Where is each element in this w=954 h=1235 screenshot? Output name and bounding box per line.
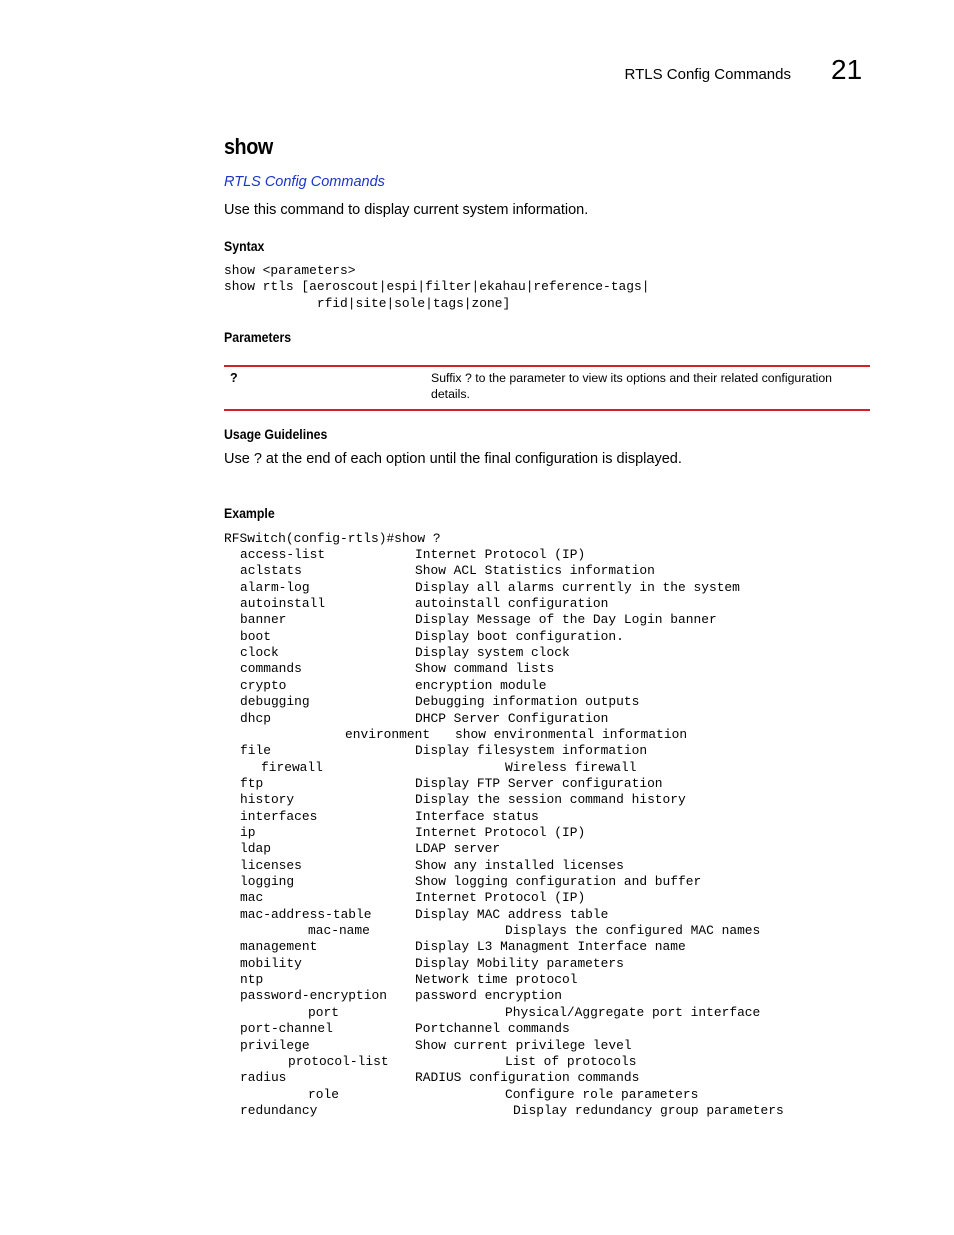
syntax-heading: Syntax (224, 238, 265, 254)
command-name: ip (240, 824, 256, 840)
command-description: Show current privilege level (415, 1037, 632, 1053)
header-section-title: RTLS Config Commands (624, 66, 791, 83)
command-description: Display Message of the Day Login banner (415, 612, 717, 628)
command-description: Display system clock (415, 645, 570, 661)
command-name: file (240, 743, 271, 759)
command-description: Wireless firewall (505, 759, 637, 775)
syntax-line: show rtls [aeroscout|espi|filter|ekahau|reference-tags| (224, 279, 650, 295)
command-description: password encryption (415, 988, 562, 1004)
command-name: debugging (240, 694, 310, 710)
command-description: DHCP Server Configuration (415, 710, 609, 726)
command-name: alarm-log (240, 579, 310, 595)
breadcrumb-link[interactable]: RTLS Config Commands (224, 174, 385, 190)
example-heading: Example (224, 505, 275, 521)
command-description: Display the session command history (415, 792, 686, 808)
command-description: Internet Protocol (IP) (415, 824, 586, 840)
command-description: Display L3 Managment Interface name (415, 939, 686, 955)
command-description: Show ACL Statistics information (415, 563, 655, 579)
syntax-line: rfid|site|sole|tags|zone] (224, 295, 511, 311)
command-name: dhcp (240, 710, 271, 726)
command-description: Display Mobility parameters (415, 955, 624, 971)
command-name: firewall (261, 759, 323, 775)
command-description: Physical/Aggregate port interface (505, 1004, 761, 1020)
syntax-line: show <parameters> (224, 263, 356, 278)
command-name: mac-name (308, 923, 370, 939)
command-name: history (240, 792, 295, 808)
command-name: banner (240, 612, 287, 628)
command-name: commands (240, 661, 302, 677)
command-description: Display boot configuration. (415, 628, 624, 644)
command-name: protocol-list (288, 1053, 389, 1069)
command-name: privilege (240, 1037, 310, 1053)
command-description: Displays the configured MAC names (505, 923, 761, 939)
command-description: Show command lists (415, 661, 555, 677)
command-description: Interface status (415, 808, 539, 824)
command-description: Internet Protocol (IP) (415, 890, 586, 906)
parameters-table (224, 365, 870, 411)
command-description: LDAP server (415, 841, 501, 857)
command-name: clock (240, 645, 279, 661)
command-name: ftp (240, 775, 264, 791)
command-description: Debugging information outputs (415, 694, 640, 710)
syntax-block (224, 263, 649, 312)
example-prompt: RFSwitch(config-rtls)#show ? (224, 531, 441, 546)
command-description: Display all alarms currently in the system (415, 579, 740, 595)
command-name: mac-address-table (240, 906, 372, 922)
command-description: show environmental information (455, 726, 688, 742)
command-name: role (308, 1086, 339, 1102)
chapter-number: 21 (831, 54, 863, 85)
parameter-description: Suffix ? to the parameter to view its options and their related configuration details. (431, 371, 833, 401)
command-description: Show logging configuration and buffer (415, 874, 702, 889)
command-name: logging (240, 874, 295, 889)
usage-heading: Usage Guidelines (224, 426, 328, 442)
command-description: Internet Protocol (IP) (415, 547, 586, 562)
command-description: Display redundancy group parameters (513, 1102, 784, 1118)
command-name: crypto (240, 677, 287, 693)
command-description: Display FTP Server configuration (415, 775, 663, 791)
command-description: Show any installed licenses (415, 857, 624, 873)
command-name: interfaces (240, 808, 318, 824)
command-description: Display MAC address table (415, 906, 609, 922)
command-name: licenses (240, 857, 302, 873)
command-name: mac (240, 890, 264, 906)
command-description: Display filesystem information (415, 743, 648, 759)
usage-text: Use ? at the end of each option until the final configuration is displayed. (224, 451, 682, 467)
command-name: port-channel (240, 1021, 333, 1037)
command-name: management (240, 939, 318, 955)
command-description: Network time protocol (415, 972, 578, 988)
parameters-heading: Parameters (224, 329, 292, 345)
command-description: Portchannel commands (415, 1021, 570, 1037)
intro-text: Use this command to display current system information. (224, 202, 589, 218)
parameter-name: ? (230, 371, 238, 385)
command-description: RADIUS configuration commands (415, 1070, 640, 1086)
command-name: password-encryption (240, 988, 387, 1004)
command-name: autoinstall (240, 596, 326, 612)
command-name: ntp (240, 972, 264, 988)
command-name: mobility (240, 955, 302, 971)
command-description: autoinstall configuration (415, 596, 609, 612)
command-name: radius (240, 1070, 287, 1086)
command-name: environment (345, 726, 431, 742)
command-description: List of protocols (505, 1053, 637, 1069)
command-name: port (308, 1004, 339, 1020)
page-title: show (224, 134, 273, 159)
command-name: ldap (240, 841, 271, 857)
command-name: boot (240, 628, 271, 644)
command-description: encryption module (415, 677, 547, 693)
command-name: access-list (240, 547, 326, 562)
command-name: aclstats (240, 563, 302, 579)
command-description: Configure role parameters (505, 1086, 699, 1102)
command-name: redundancy (240, 1102, 318, 1118)
